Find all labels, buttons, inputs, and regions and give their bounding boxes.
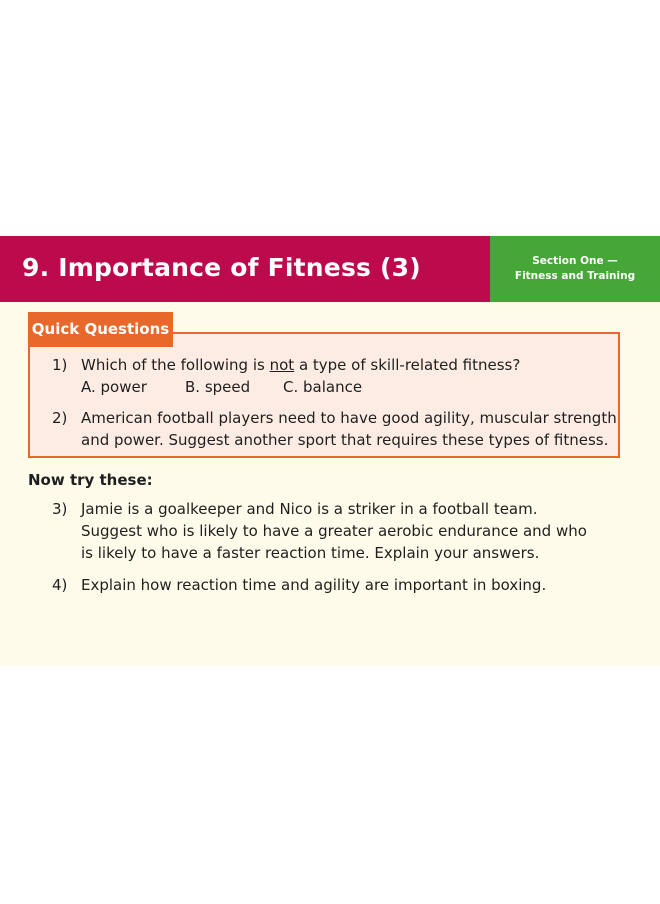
question-text: [81, 574, 546, 596]
section-name: Fitness and Training: [514, 270, 636, 282]
question-text-after: a type of skill-related fitness?: [294, 356, 521, 374]
page-title: 9. Importance of Fitness (3): [22, 253, 421, 282]
section-badge: [490, 236, 660, 302]
question-line: Suggest who is likely to have a greater aerobic endurance and who: [81, 522, 587, 540]
question-text-before: Which of the following is: [81, 356, 270, 374]
section-number: Section One —: [532, 255, 618, 267]
question-number: 3): [52, 500, 68, 518]
question-line: Explain how reaction time and agility are important in boxing.: [81, 576, 547, 594]
page-header: [0, 236, 660, 302]
question-line: is likely to have a faster reaction time. Explain your answers.: [81, 544, 540, 562]
question-line: Jamie is a goalkeeper and Nico is a striker in a football team.: [81, 500, 538, 518]
option-c: C. balance: [283, 378, 363, 396]
question-text: [81, 354, 520, 398]
question-number: 4): [52, 576, 68, 594]
question-text-underlined: not: [269, 356, 295, 374]
option-a: A. power: [81, 378, 147, 396]
worksheet-page: [0, 236, 660, 666]
question-line: [81, 354, 520, 376]
question-text: [81, 407, 617, 451]
question-line: American football players need to have good agility, muscular strength: [81, 409, 617, 427]
question-number: 2): [52, 409, 68, 427]
question-text: [81, 498, 587, 564]
now-try-heading: Now try these:: [28, 471, 153, 489]
question-line: and power. Suggest another sport that requires these types of fitness.: [81, 431, 609, 449]
answer-options: [81, 376, 520, 398]
question-number: 1): [52, 356, 68, 374]
option-b: B. speed: [185, 378, 251, 396]
title-bar: [0, 236, 490, 302]
quick-questions-label: Quick Questions: [28, 312, 173, 347]
